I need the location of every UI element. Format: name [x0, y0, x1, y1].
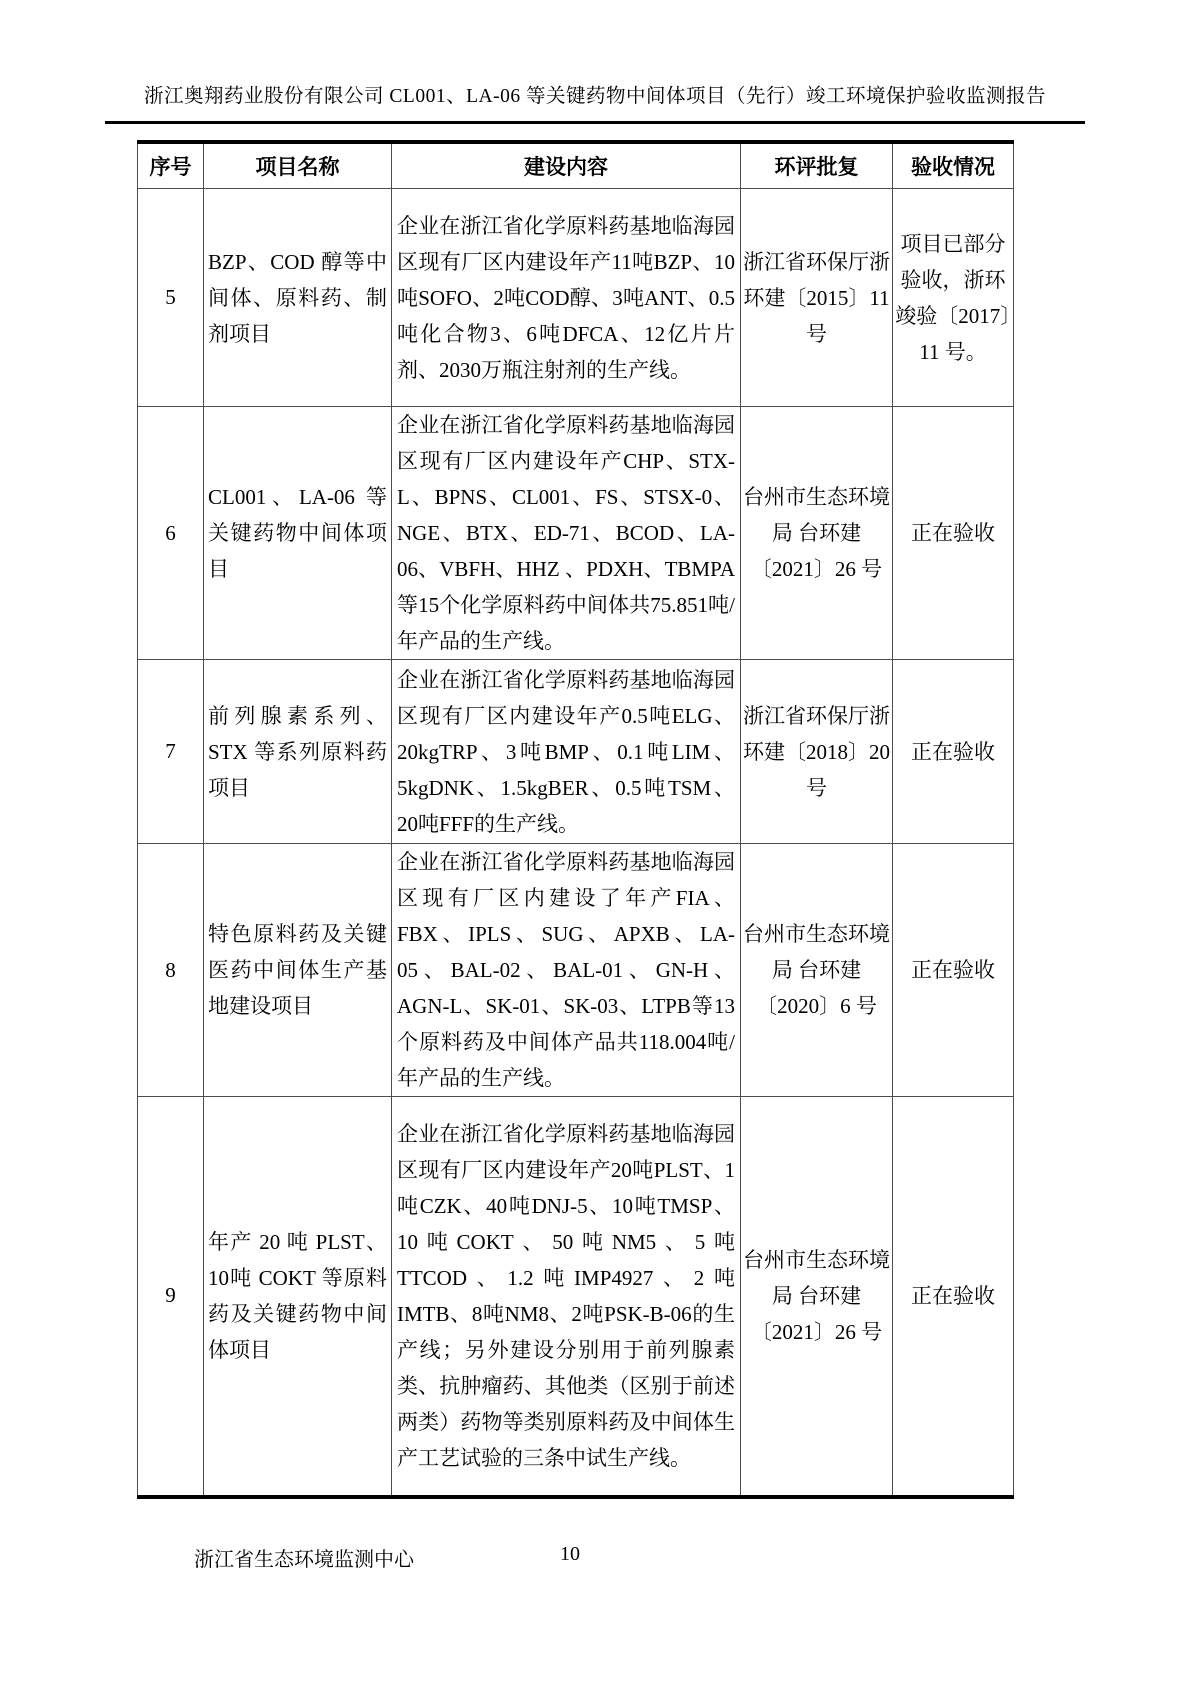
- cell-seq: 9: [138, 1097, 204, 1497]
- table-row: [138, 407, 1014, 660]
- footer-organization: 浙江省生态环境监测中心: [194, 1549, 414, 1571]
- footer-page-number: 10: [560, 1543, 580, 1565]
- cell-seq: 5: [138, 189, 204, 407]
- page-header-title: 浙江奥翔药业股份有限公司 CL001、LA-06 等关键药物中间体项目（先行）竣工环境保护验收监测报告: [105, 80, 1085, 124]
- cell-construction-content: 企业在浙江省化学原料药基地临海园区现有厂区内建设年产CHP、STX-L、BPNS、CL001、FS、STSX-0、NGE、BTX、ED-71、BCOD、LA-06、VBFH、HHZ 、PDXH、TBMPA等15个化学原料药中间体共75.851吨/年产品的生产线。: [392, 407, 741, 660]
- cell-construction-content: 企业在浙江省化学原料药基地临海园区现有厂区内建设年产11吨BZP、10吨SOFO、2吨COD醇、3吨ANT、0.5吨化合物3、6吨DFCA、12亿片片剂、2030万瓶注射剂的生产线。: [392, 189, 741, 407]
- cell-project-name: CL001、LA-06 等关键药物中间体项目: [204, 407, 392, 660]
- cell-eia-approval: 台州市生态环境局 台环建〔2021〕26 号: [741, 1097, 893, 1497]
- cell-project-name: BZP、COD 醇等中间体、原料药、制剂项目: [204, 189, 392, 407]
- column-header-eia-approval: 环评批复: [741, 142, 893, 189]
- cell-seq: 6: [138, 407, 204, 660]
- cell-acceptance-status: 项目已部分验收，浙环竣验〔2017〕11 号。: [893, 189, 1014, 407]
- cell-eia-approval: 台州市生态环境局 台环建〔2021〕26 号: [741, 407, 893, 660]
- cell-construction-content: 企业在浙江省化学原料药基地临海园区现有厂区内建设了年产FIA、FBX、IPLS、SUG、APXB、LA-05、BAL-02、BAL-01、GN-H、AGN-L、SK-01、SK-03、LTPB等13个原料药及中间体产品共118.004吨/年产品的生产线。: [392, 844, 741, 1097]
- cell-acceptance-status: 正在验收: [893, 1097, 1014, 1497]
- projects-table: [137, 140, 1014, 1499]
- cell-eia-approval: 浙江省环保厅浙环建〔2015〕11 号: [741, 189, 893, 407]
- cell-eia-approval: 台州市生态环境局 台环建〔2020〕6 号: [741, 844, 893, 1097]
- cell-project-name: 前列腺素系列、STX 等系列原料药项目: [204, 660, 392, 844]
- table-row: [138, 1097, 1014, 1497]
- column-header-project-name: 项目名称: [204, 142, 392, 189]
- cell-acceptance-status: 正在验收: [893, 844, 1014, 1097]
- table-row: [138, 844, 1014, 1097]
- column-header-acceptance-status: 验收情况: [893, 142, 1014, 189]
- table-header-row: [138, 142, 1014, 189]
- cell-project-name: 特色原料药及关键医药中间体生产基地建设项目: [204, 844, 392, 1097]
- cell-acceptance-status: 正在验收: [893, 407, 1014, 660]
- table-row: [138, 189, 1014, 407]
- cell-construction-content: 企业在浙江省化学原料药基地临海园区现有厂区内建设年产0.5吨ELG、20kgTRP、3吨BMP、0.1吨LIM、5kgDNK、1.5kgBER、0.5吨TSM、20吨FFF的生产线。: [392, 660, 741, 844]
- column-header-construction-content: 建设内容: [392, 142, 741, 189]
- cell-seq: 8: [138, 844, 204, 1097]
- cell-seq: 7: [138, 660, 204, 844]
- table-row: [138, 660, 1014, 844]
- cell-eia-approval: 浙江省环保厅浙环建〔2018〕20 号: [741, 660, 893, 844]
- cell-construction-content: 企业在浙江省化学原料药基地临海园区现有厂区内建设年产20吨PLST、1吨CZK、40吨DNJ-5、10吨TMSP、10吨COKT、50吨NM5、5吨TTCOD、1.2吨IMP4927、2吨IMTB、8吨NM8、2吨PSK-B-06的生产线；另外建设分别用于前列腺素类、抗肿瘤药、其他类（区别于前述两类）药物等类别原料药及中间体生产工艺试验的三条中试生产线。: [392, 1097, 741, 1497]
- cell-project-name: 年产 20 吨 PLST、10吨 COKT 等原料药及关键药物中间体项目: [204, 1097, 392, 1497]
- cell-acceptance-status: 正在验收: [893, 660, 1014, 844]
- column-header-seq: 序号: [138, 142, 204, 189]
